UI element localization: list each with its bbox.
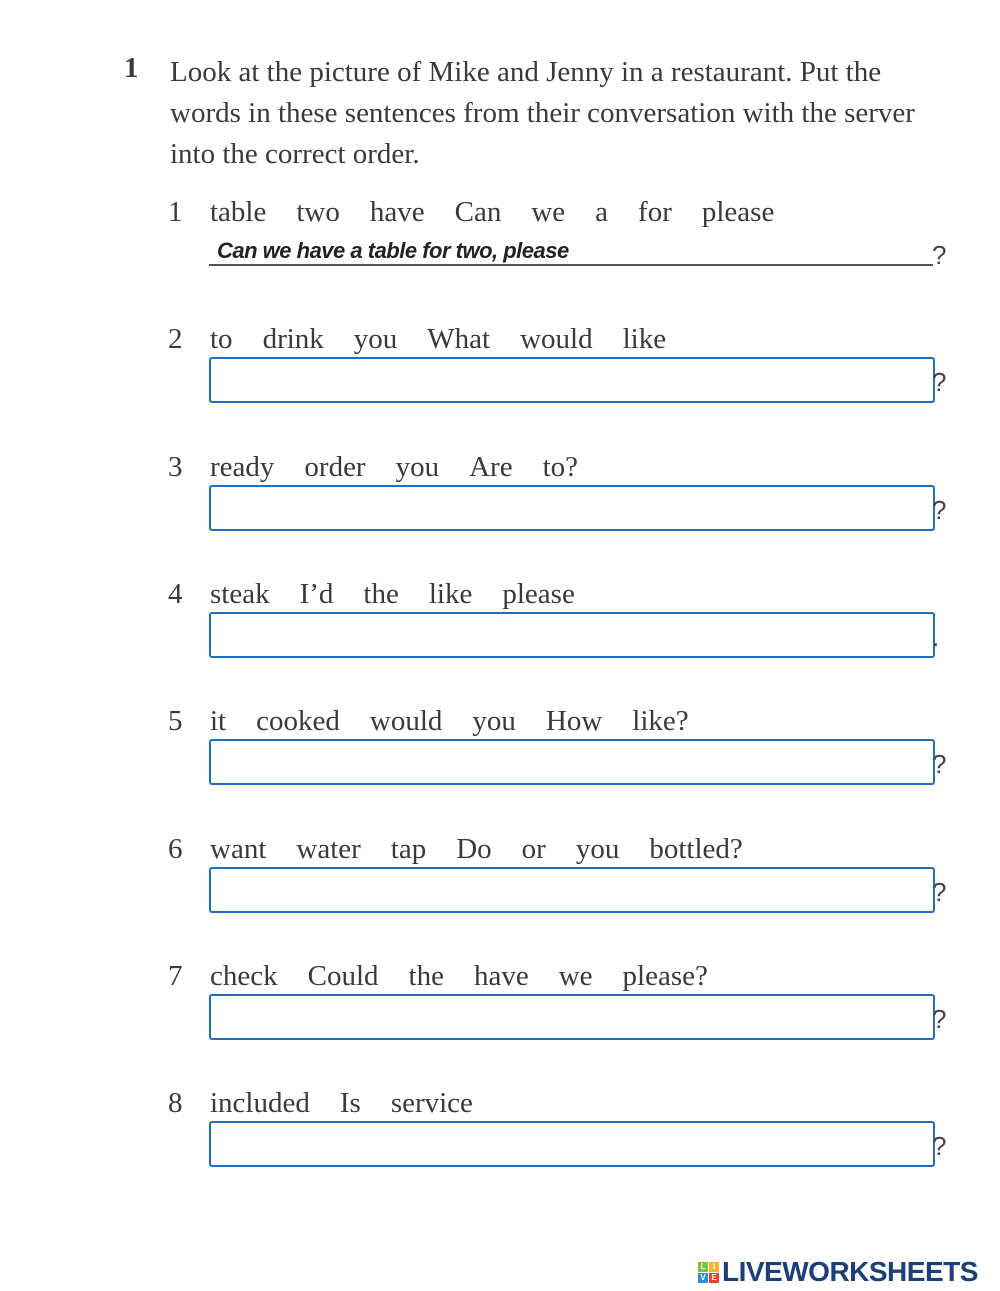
- liveworksheets-logo: [698, 1256, 978, 1288]
- exercise-number: 1: [124, 52, 139, 84]
- item-number: 4: [168, 577, 183, 610]
- scrambled-word: like: [622, 323, 667, 356]
- scrambled-words: [210, 323, 696, 356]
- exercise-item: [168, 451, 968, 561]
- scrambled-word: water: [296, 832, 361, 865]
- answer-input[interactable]: [209, 739, 935, 785]
- scrambled-word: included: [210, 1087, 310, 1120]
- instructions: Look at the picture of Mike and Jenny in a restaurant. Put the words in these sentences from their conversation with the server into the correct order.: [170, 56, 915, 170]
- scrambled-word: you: [575, 832, 620, 865]
- item-number: 7: [168, 959, 183, 992]
- scrambled-word: cooked: [256, 705, 340, 738]
- scrambled-word: please?: [622, 959, 708, 992]
- item-number: 1: [168, 196, 183, 228]
- scrambled-word: to?: [542, 450, 579, 483]
- scrambled-words: [210, 196, 804, 229]
- scrambled-word: would: [369, 705, 443, 738]
- scrambled-word: Do: [456, 832, 492, 865]
- scrambled-words: [210, 833, 773, 866]
- scrambled-word: How: [545, 705, 603, 738]
- scrambled-word: like?: [632, 705, 689, 738]
- scrambled-word: want: [210, 832, 267, 865]
- end-punctuation: .: [932, 621, 940, 652]
- scrambled-words: [210, 1087, 503, 1120]
- scrambled-word: tap: [390, 832, 427, 865]
- end-punctuation: ?: [932, 876, 947, 907]
- end-punctuation: ?: [932, 240, 947, 270]
- exercise-item: [168, 323, 968, 433]
- scrambled-word: the: [408, 959, 444, 992]
- scrambled-word: I’d: [299, 577, 334, 610]
- item-number: 6: [168, 832, 183, 865]
- scrambled-word: check: [210, 959, 278, 992]
- item-number: 8: [168, 1087, 183, 1120]
- scrambled-word: we: [558, 959, 593, 992]
- scrambled-word: ready: [210, 450, 275, 483]
- item-number: 2: [168, 323, 183, 356]
- end-punctuation: ?: [932, 749, 947, 780]
- exercise-item: [168, 578, 968, 688]
- scrambled-word: please: [502, 577, 575, 610]
- scrambled-word: for: [638, 196, 672, 228]
- answer-input[interactable]: [209, 485, 935, 531]
- scrambled-word: the: [363, 577, 399, 610]
- exercise-item: [168, 196, 968, 306]
- scrambled-word: two: [296, 196, 340, 228]
- scrambled-word: Are: [469, 450, 513, 483]
- scrambled-word: like: [428, 577, 473, 610]
- answer-input[interactable]: [209, 994, 935, 1040]
- scrambled-words: [210, 578, 605, 611]
- scrambled-word: have: [473, 959, 529, 992]
- logo-letter: L: [698, 1262, 708, 1272]
- answer-input[interactable]: [209, 357, 935, 403]
- scrambled-word: drink: [262, 323, 324, 356]
- scrambled-word: you: [395, 450, 440, 483]
- answer-input[interactable]: [209, 867, 935, 913]
- scrambled-word: Is: [339, 1087, 361, 1120]
- logo-letter: E: [709, 1273, 719, 1283]
- scrambled-word: you: [353, 323, 398, 356]
- item-number: 3: [168, 450, 183, 483]
- scrambled-word: or: [521, 832, 546, 865]
- end-punctuation: ?: [932, 494, 947, 525]
- scrambled-word: would: [520, 323, 593, 356]
- scrambled-word: order: [304, 450, 366, 483]
- scrambled-word: you: [472, 705, 516, 738]
- exercise-item: [168, 1087, 968, 1197]
- scrambled-word: a: [595, 196, 609, 228]
- answer-input[interactable]: [209, 1121, 935, 1167]
- exercise-item: [168, 705, 968, 815]
- scrambled-word: service: [390, 1087, 473, 1120]
- scrambled-word: table: [210, 196, 267, 228]
- exercise-item: [168, 833, 968, 943]
- scrambled-word: What: [427, 323, 491, 356]
- end-punctuation: ?: [932, 1131, 947, 1162]
- logo-letter: I: [709, 1262, 719, 1272]
- scrambled-word: have: [369, 196, 425, 228]
- answer-input[interactable]: [209, 612, 935, 658]
- scrambled-word: to: [210, 323, 233, 356]
- scrambled-words: [210, 451, 608, 484]
- logo-text: LIVEWORKSHEETS: [722, 1256, 978, 1287]
- scrambled-word: Can: [454, 196, 502, 228]
- logo-letter: V: [698, 1273, 708, 1283]
- scrambled-words: [210, 705, 719, 738]
- scrambled-word: Could: [307, 959, 379, 992]
- logo-icon: [698, 1262, 719, 1283]
- scrambled-word: steak: [210, 577, 270, 610]
- scrambled-word: it: [210, 705, 227, 738]
- end-punctuation: ?: [932, 367, 947, 398]
- scrambled-word: we: [531, 196, 566, 228]
- scrambled-words: [210, 960, 738, 993]
- exercise-item: [168, 960, 968, 1070]
- end-punctuation: ?: [932, 1003, 947, 1034]
- scrambled-word: bottled?: [649, 832, 743, 865]
- scrambled-word: please: [701, 196, 775, 228]
- item-number: 5: [168, 705, 183, 738]
- example-answer: Can we have a table for two, please: [209, 238, 933, 266]
